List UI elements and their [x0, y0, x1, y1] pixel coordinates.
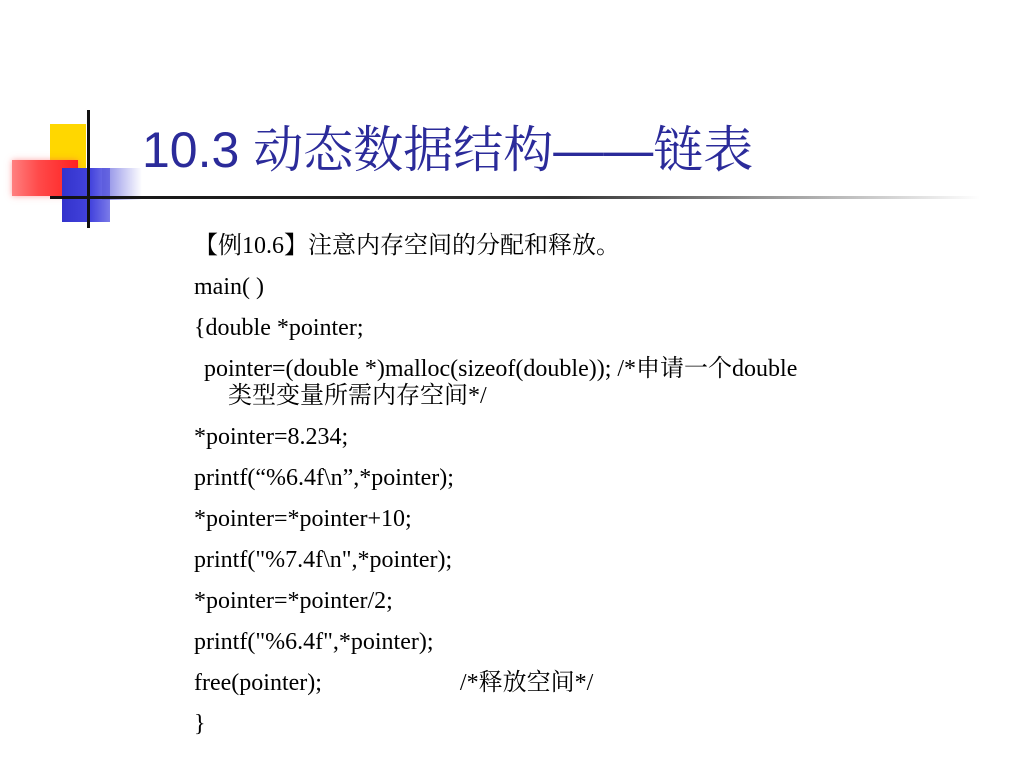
code-line: *pointer=*pointer/2; [194, 588, 393, 614]
code-example [194, 226, 994, 745]
code-line: printf("%7.4f\n",*pointer); [194, 547, 453, 573]
code-line: printf("%6.4f",*pointer); [194, 629, 434, 655]
code-line: } [194, 711, 206, 737]
code-line-malloc [194, 356, 994, 410]
code-line-free: free(pointer); /*释放空间*/ [194, 670, 594, 696]
code-line: {double *pointer; [194, 315, 364, 341]
code-line: *pointer=8.234; [194, 424, 349, 450]
code-line: main( ) [194, 274, 264, 300]
code-line: *pointer=*pointer+10; [194, 506, 412, 532]
slide-title: 10.3 动态数据结构——链表 [142, 122, 754, 178]
example-heading: 【例10.6】注意内存空间的分配和释放。 [194, 233, 620, 259]
title-underline [50, 196, 980, 199]
decorative-vertical-line [87, 110, 90, 228]
code-line-malloc-part1: pointer=(double *)malloc(sizeof(double)); /*申请一个double [204, 356, 798, 382]
code-line: printf(“%6.4f\n”,*pointer); [194, 465, 454, 491]
code-line-malloc-part2: 类型变量所需内存空间*/ [228, 383, 487, 409]
